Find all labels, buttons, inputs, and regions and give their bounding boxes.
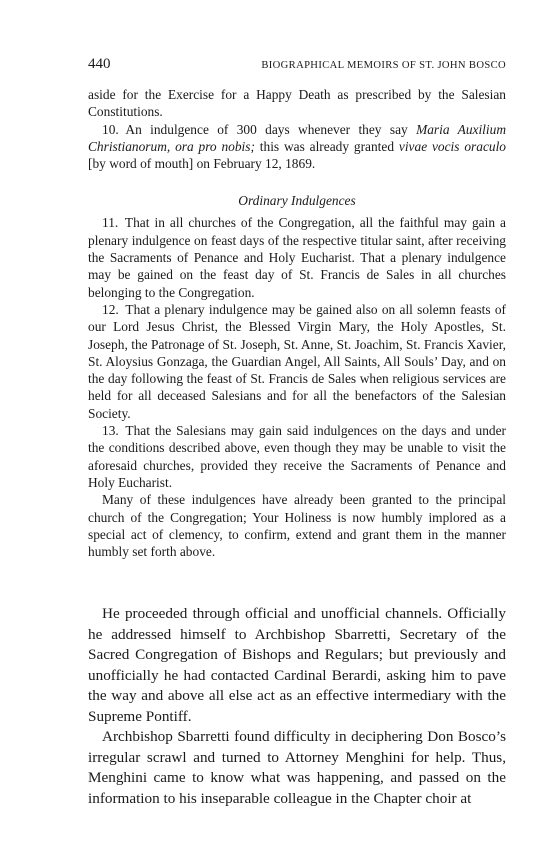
item-10-latin-prayer: Maria Auxilium Christianorum, ora pro nobis; [88, 121, 506, 154]
narrative-paragraph-2: Archbishop Sbarretti found difficulty in deciphering Don Bosco’s irregular scrawl and turned to Attorney Menghini for help. Thus, Menghini came to know what was happening, and passed on the information to his inseparable colleague in the Chapter choir at [88, 728, 506, 807]
petition-block [88, 86, 506, 560]
petition-closing: Many of these indulgences have already been granted to the principal church of the Congregation; Your Holiness is now humbly implored as a special act of clemency, to confirm, extend and grant them in the manner humbly set forth above. [88, 492, 506, 560]
running-header [88, 56, 506, 78]
narrative-paragraph-1: He proceeded through official and unofficial channels. Officially he addressed himself to Archbishop Sbarretti, Secretary of the Sacred Congregation of Bishops and Regulars; but previously and unofficially he had contacted Cardinal Berardi, asking him to pave the way and above all else act as an effective intermediary with the Supreme Pontiff. [88, 605, 506, 725]
book-page [88, 56, 506, 809]
petition-item-13: 13. That the Salesians may gain said indulgences on the days and under the conditions described above, even though they may be unable to visit the aforesaid churches, provided they receive the Sacraments of Penance and Holy Eucharist. [88, 423, 506, 490]
petition-item-12: 12. That a plenary indulgence may be gained also on all solemn feasts of our Lord Jesus Christ, the Blessed Virgin Mary, the Holy Apostles, St. Joseph, the Patronage of St. Joseph, St. Anne, St. Joachim, St. Francis Xavier, St. Aloysius Gonzaga, the Guardian Angel, All Saints, All Souls’ Day, and on the day following the feast of St. Francis de Sales when religious services are held for all deceased Salesians and for all the benefactors of the Salesian Society. [88, 301, 506, 421]
petition-continuation: aside for the Exercise for a Happy Death as prescribed by the Salesian Constitutions. [88, 87, 506, 120]
item-10-text-e: [by word of mouth] on February 12, 1869. [88, 156, 316, 172]
running-title: BIOGRAPHICAL MEMOIRS OF ST. JOHN BOSCO [261, 60, 506, 71]
item-10-latin-phrase: vivae vocis oraculo [398, 138, 506, 154]
page-number: 440 [88, 56, 111, 72]
narrative-block [88, 604, 506, 809]
section-heading: Ordinary Indulgences [238, 193, 356, 209]
item-10-text-c: this was already granted [254, 138, 399, 154]
petition-item-10 [88, 121, 506, 173]
petition-item-11: 11. That in all churches of the Congregation, all the faithful may gain a plenary indulgence on feast days of the respective titular saint, after receiving the Sacraments of Penance and Holy Eucharist. That a plenary indulgence may be gained on the feast day of St. Francis de Sales in all churches belonging to the Congregation. [88, 215, 506, 300]
item-10-text-a: 10. An indulgence of 300 days whenever they say [102, 121, 417, 137]
